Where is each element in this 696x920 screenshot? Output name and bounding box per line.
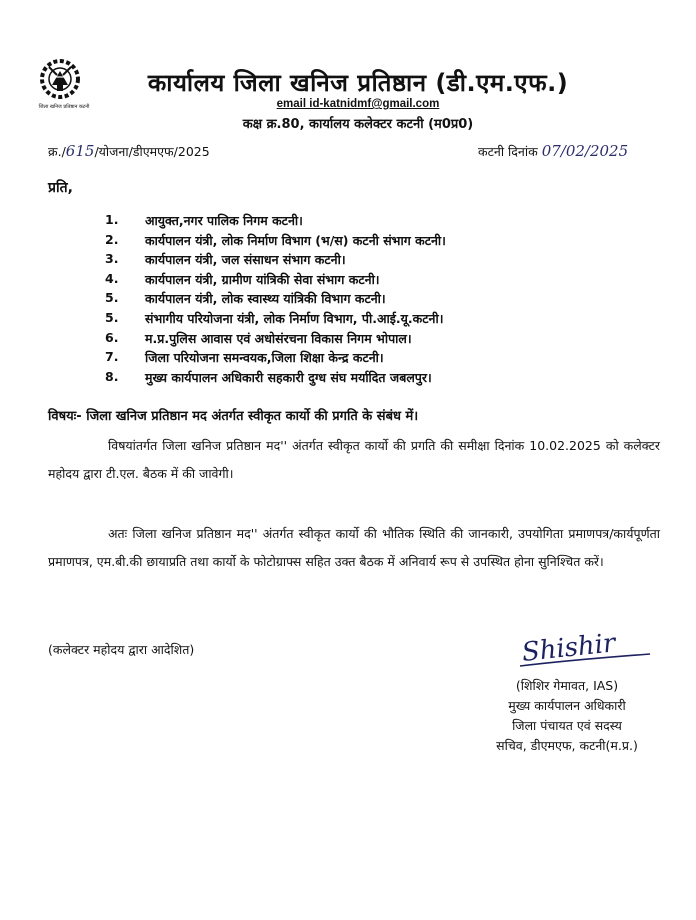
logo-caption: जिला खनिज प्रतिष्ठान कटनी: [38, 104, 90, 110]
office-email: email id-katnidmf@gmail.com: [276, 98, 440, 110]
date-handwritten-value: 07/02/2025: [541, 142, 629, 160]
list-item: [105, 232, 665, 252]
recipient-text: संभागीय परियोजना यंत्री, लोक निर्माण विभाग, पी.आई.यू.कटनी।: [145, 310, 444, 326]
recipient-number: 1.: [105, 212, 119, 227]
recipient-number: 2.: [105, 231, 119, 247]
recipient-number: 5.: [105, 309, 119, 325]
handwritten-signature: [510, 620, 660, 680]
reference-suffix: /योजना/डीएमएफ/2025: [94, 144, 210, 159]
date-label: कटनी दिनांक: [478, 144, 538, 159]
ordered-by-note: (कलेक्टर महोदय द्वारा आदेशित): [48, 642, 195, 657]
recipient-number: 3.: [105, 251, 119, 267]
recipient-number: 5.: [105, 290, 119, 306]
reference-number: [48, 142, 210, 160]
list-item: [105, 212, 665, 232]
list-item: [105, 251, 665, 271]
recipient-text: म.प्र.पुलिस आवास एवं अधोसंरचना विकास निगम भोपाल।: [145, 330, 412, 346]
list-item: [105, 271, 665, 291]
list-item: [105, 290, 665, 310]
list-item: [105, 349, 665, 369]
reference-prefix: क्र./: [48, 144, 66, 159]
reference-handwritten-number: 615: [65, 142, 95, 160]
recipient-list: [105, 212, 665, 388]
recipient-number: 7.: [105, 349, 119, 365]
recipient-number: 4.: [105, 270, 119, 286]
recipient-number: 6.: [105, 329, 119, 345]
list-item: [105, 369, 665, 389]
recipient-text: कार्यपालन यंत्री, ग्रामीण यांत्रिकी सेवा संभाग कटनी।: [145, 271, 380, 287]
signatory-block: [472, 676, 662, 756]
recipient-text: कार्यपालन यंत्री, लोक निर्माण विभाग (भ/स) कटनी संभाग कटनी।: [145, 232, 446, 248]
subject-line: विषयः- जिला खनिज प्रतिष्ठान मद अंतर्गत स्वीकृत कार्यो की प्रगति के संबंध में।: [48, 409, 419, 424]
signature-scrawl: Shishir: [520, 628, 617, 668]
list-item: [105, 330, 665, 350]
office-address: कक्ष क्र.80, कार्यालय कलेक्टर कटनी (म0प्र0): [242, 117, 474, 132]
body-paragraph-1: विषयांतर्गत जिला खनिज प्रतिष्ठान मद'' अंतर्गत स्वीकृत कार्यो की प्रगति की समीक्षा दिनांक 10.02.2025 को कलेक्टर महोदय द्वारा टी.एल. बैठक में की जावेगी।: [48, 438, 660, 481]
recipient-text: कार्यपालन यंत्री, जल संसाधन संभाग कटनी।: [145, 252, 346, 268]
body-paragraph-2: अतः जिला खनिज प्रतिष्ठान मद'' अंतर्गत स्वीकृत कार्यो की भौतिक स्थिति की जानकारी, उपयोगिता प्रमाणपत्र/कार्यपूर्णता प्रमाणपत्र, एम.बी.की छायाप्रति तथा कार्यो के फोटोग्राफ्स सहित उक्त बैठक में अनिवार्य रूप से उपस्थित होना सुनिश्चित करें।: [48, 526, 660, 569]
signatory-designation: जिला पंचायत एवं सदस्य: [512, 718, 622, 733]
signatory-designation: मुख्य कार्यपालन अधिकारी: [508, 698, 626, 713]
signatory-designation: सचिव, डीएमएफ, कटनी(म.प्र.): [496, 738, 638, 753]
letter-date: [478, 142, 628, 160]
recipient-text: जिला परियोजना समन्वयक,जिला शिक्षा केन्द्र कटनी।: [145, 350, 384, 366]
office-title: कार्यालय जिला खनिज प्रतिष्ठान (डी.एम.एफ.): [147, 69, 569, 97]
signatory-name: (शिशिर गेमावत, IAS): [515, 678, 619, 693]
list-item: [105, 310, 665, 330]
recipient-text: मुख्य कार्यपालन अधिकारी सहकारी दुग्ध संघ मर्यादित जबलपुर।: [145, 369, 432, 385]
dmf-emblem-icon: [30, 55, 90, 105]
recipient-text: आयुक्त,नगर पालिक निगम कटनी।: [145, 213, 303, 228]
salutation: प्रति,: [48, 180, 73, 196]
recipient-text: कार्यपालन यंत्री, लोक स्वास्थ्य यांत्रिकी विभाग कटनी।: [145, 291, 386, 307]
recipient-number: 8.: [105, 368, 119, 384]
